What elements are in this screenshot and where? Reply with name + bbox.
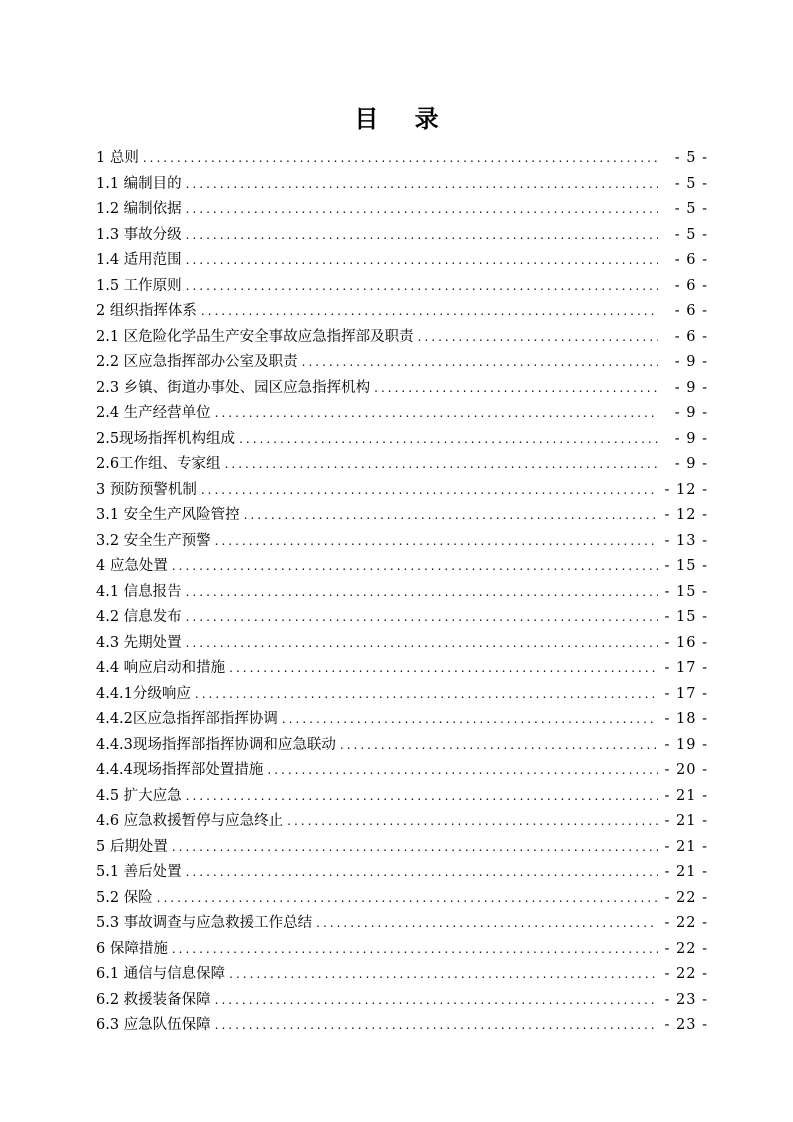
toc-entry-label: 2.1 区危险化学品生产安全事故应急指挥部及职责 [96,328,414,345]
toc-entry[interactable] [96,248,708,274]
toc-entry[interactable] [96,401,708,427]
toc-dot-leader [186,784,658,810]
toc-dot-leader [302,350,658,376]
toc-entry-page-number: - 13 - [664,532,708,549]
toc-entry-label: 4.3 先期处置 [96,634,182,651]
toc-entry-page-number: - 23 - [664,1017,708,1033]
toc-entry-label: 4 应急处置 [96,558,168,574]
toc-entry-label: 3.1 安全生产风险管控 [96,507,240,523]
toc-entry-page-number: - 9 - [674,405,708,421]
toc-dot-leader [215,1013,658,1039]
toc-entry-page-number: - 15 - [664,558,708,574]
toc-entry-page-number: - 18 - [664,711,708,727]
toc-entry-page-number: - 17 - [664,685,708,702]
toc-dot-leader [267,758,658,784]
toc-dot-leader [201,299,658,325]
toc-dot-leader [418,325,658,351]
toc-entry-page-number: - 22 - [664,915,708,931]
toc-dot-leader [186,580,658,606]
toc-entry-page-number: - 12 - [664,507,708,523]
toc-entry[interactable] [96,274,708,300]
toc-dot-leader [215,529,658,555]
toc-entry-label: 6.2 救援装备保障 [96,991,211,1008]
toc-dot-leader [172,835,658,861]
toc-entry-label: 1.3 事故分级 [96,226,182,243]
toc-dot-leader [244,503,658,529]
toc-dot-leader [186,631,658,657]
toc-entry[interactable] [96,962,708,988]
toc-entry[interactable] [96,784,708,810]
toc-dot-leader [201,478,658,504]
toc-entry-page-number: - 15 - [664,609,708,625]
toc-entry[interactable] [96,325,708,351]
toc-entry[interactable] [96,580,708,606]
toc-entry-page-number: - 6 - [674,252,708,268]
toc-entry[interactable] [96,146,708,172]
toc-dot-leader [215,401,658,427]
toc-dot-leader [229,656,658,682]
toc-entry[interactable] [96,835,708,861]
toc-entry-label: 2.6工作组、专家组 [96,456,221,472]
toc-entry-page-number: - 6 - [674,277,708,294]
toc-entry[interactable] [96,988,708,1014]
toc-entry-label: 2.5现场指挥机构组成 [96,430,236,447]
toc-entry-label: 4.4.2区应急指挥部指挥协调 [96,711,278,727]
toc-entry-page-number: - 15 - [664,583,708,600]
toc-entry-page-number: - 16 - [664,634,708,651]
toc-entry-label: 4.5 扩大应急 [96,787,182,804]
toc-entry[interactable] [96,350,708,376]
toc-dot-leader [287,809,658,835]
toc-entry[interactable] [96,631,708,657]
toc-entry-label: 2.4 生产经营单位 [96,405,211,421]
toc-entry-label: 5.2 保险 [96,889,153,906]
toc-entry-label: 2.2 区应急指挥部办公室及职责 [96,354,298,370]
toc-entry-page-number: - 19 - [664,736,708,753]
toc-entry-label: 3.2 安全生产预警 [96,532,211,549]
toc-entry-label: 6.3 应急队伍保障 [96,1017,211,1033]
toc-entry-label: 4.4.1分级响应 [96,685,191,702]
toc-dot-leader [340,733,658,759]
toc-entry-page-number: - 21 - [664,864,708,880]
toc-entry[interactable] [96,427,708,453]
toc-entry-label: 1 总则 [96,150,139,166]
toc-entry-page-number: - 17 - [664,660,708,676]
page-title: 目 录 [354,104,453,133]
toc-dot-leader [143,146,658,172]
toc-entry[interactable] [96,223,708,249]
toc-entry[interactable] [96,503,708,529]
toc-entry[interactable] [96,197,708,223]
toc-entry-label: 6 保障措施 [96,940,168,957]
toc-entry[interactable] [96,299,708,325]
toc-entry-page-number: - 22 - [664,940,708,957]
toc-entry-label: 1.2 编制依据 [96,201,182,217]
toc-entry-page-number: - 9 - [674,379,708,396]
toc-entry-page-number: - 9 - [674,430,708,447]
toc-dot-leader [172,937,658,963]
toc-entry[interactable] [96,478,708,504]
toc-entry-label: 4.1 信息报告 [96,583,182,600]
toc-entry[interactable] [96,554,708,580]
toc-dot-leader [225,452,658,478]
toc-dot-leader [316,911,658,937]
toc-dot-leader [195,682,658,708]
toc-entry[interactable] [96,682,708,708]
toc-dot-leader [186,605,658,631]
toc-dot-leader [186,248,658,274]
toc-entry-label: 1.5 工作原则 [96,277,182,294]
toc-dot-leader [229,962,658,988]
toc-dot-leader [374,376,658,402]
toc-entry-label: 2 组织指挥体系 [96,303,197,319]
toc-entry-page-number: - 21 - [664,813,708,829]
toc-entry-label: 4.4.3现场指挥部指挥协调和应急联动 [96,736,336,753]
toc-entry-page-number: - 12 - [664,481,708,498]
toc-entry[interactable] [96,656,708,682]
toc-entry[interactable] [96,733,708,759]
toc-entry-page-number: - 20 - [664,762,708,778]
toc-entry[interactable] [96,707,708,733]
toc-entry-label: 1.4 适用范围 [96,252,182,268]
toc-dot-leader [282,707,658,733]
toc-dot-leader [186,860,658,886]
toc-entry-label: 5.3 事故调查与应急救援工作总结 [96,915,313,931]
toc-entry[interactable] [96,529,708,555]
table-of-contents [96,146,708,1039]
toc-dot-leader [157,886,658,912]
toc-entry[interactable] [96,376,708,402]
toc-entry[interactable] [96,886,708,912]
toc-dot-leader [186,223,658,249]
toc-dot-leader [186,274,658,300]
toc-entry-page-number: - 21 - [664,787,708,804]
toc-entry-label: 1.1 编制目的 [96,175,182,192]
toc-entry-page-number: - 22 - [664,889,708,906]
toc-entry[interactable] [96,860,708,886]
toc-dot-leader [215,988,658,1014]
toc-entry-label: 5 后期处置 [96,838,168,855]
toc-entry[interactable] [96,172,708,198]
toc-entry-page-number: - 9 - [674,456,708,472]
toc-entry[interactable] [96,937,708,963]
toc-dot-leader [172,554,658,580]
toc-entry[interactable] [96,911,708,937]
toc-entry-label: 4.4 响应启动和措施 [96,660,226,676]
toc-entry[interactable] [96,605,708,631]
toc-entry-page-number: - 5 - [674,175,708,192]
toc-entry-page-number: - 5 - [674,150,708,166]
toc-entry-page-number: - 22 - [664,966,708,982]
toc-entry[interactable] [96,1013,708,1039]
toc-dot-leader [186,197,658,223]
toc-entry-label: 5.1 善后处置 [96,864,182,880]
toc-entry-label: 3 预防预警机制 [96,481,197,498]
toc-entry[interactable] [96,809,708,835]
toc-entry-page-number: - 6 - [674,328,708,345]
toc-dot-leader [186,172,658,198]
toc-entry-label: 2.3 乡镇、街道办事处、园区应急指挥机构 [96,379,371,396]
toc-entry-label: 4.6 应急救援暂停与应急终止 [96,813,284,829]
toc-entry[interactable] [96,758,708,784]
toc-entry-page-number: - 5 - [674,226,708,243]
toc-entry-page-number: - 5 - [674,201,708,217]
toc-entry-page-number: - 9 - [674,354,708,370]
toc-entry-page-number: - 21 - [664,838,708,855]
toc-entry[interactable] [96,452,708,478]
toc-entry-page-number: - 6 - [674,303,708,319]
toc-entry-label: 6.1 通信与信息保障 [96,966,226,982]
toc-dot-leader [239,427,658,453]
toc-entry-page-number: - 23 - [664,991,708,1008]
toc-entry-label: 4.2 信息发布 [96,609,182,625]
toc-entry-label: 4.4.4现场指挥部处置措施 [96,762,264,778]
